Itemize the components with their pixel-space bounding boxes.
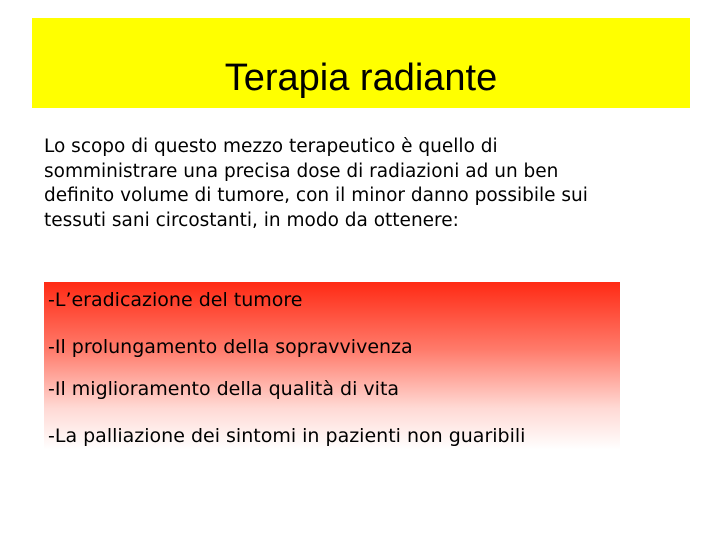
intro-line: somministrare una precisa dose di radiazioni ad un ben	[44, 160, 559, 182]
goals-list	[44, 282, 620, 450]
goal-item-survival: -Il prolungamento della sopravvivenza	[48, 336, 413, 358]
slide-title: Terapia radiante	[224, 57, 498, 99]
intro-line: definito volume di tumore, con il minor danno possibile sui	[44, 185, 588, 206]
goal-item-eradication: -L’eradicazione del tumore	[48, 289, 303, 311]
goal-item-palliation: -La palliazione dei sintomi in pazienti non guaribili	[48, 425, 526, 447]
goal-item-quality-of-life: -Il miglioramento della qualità di vita	[48, 378, 400, 400]
intro-line: tessuti sani circostanti, in modo da ottenere:	[44, 209, 459, 231]
intro-paragraph	[44, 135, 704, 233]
intro-line: Lo scopo di questo mezzo terapeutico è quello di	[44, 136, 498, 157]
title-banner	[32, 18, 690, 108]
